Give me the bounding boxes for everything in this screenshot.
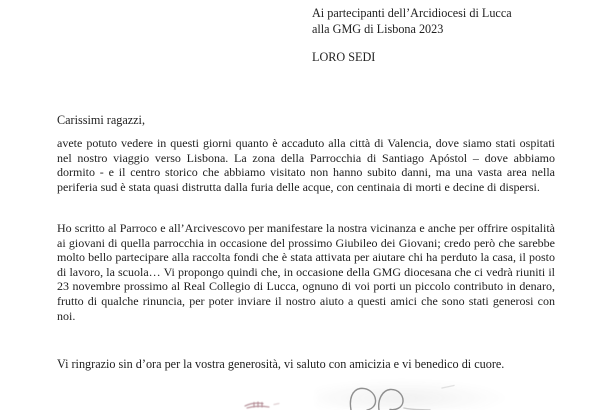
closing-line: Vi ringrazio sin d’ora per la vostra generosità, vi saluto con amicizia e vi benedico di cuore.	[57, 357, 505, 371]
recipient-addressee: LORO SEDI	[312, 50, 376, 64]
salutation: Carissimi ragazzi,	[57, 113, 145, 127]
paragraph-fundraising-proposal: Ho scritto al Parroco e all’Arcivescovo per manifestare la nostra vicinanza e anche per offrire ospitalità ai giovani di quella parrocchia in occasione del prossimo Giubileo dei Giovani; credo però che sarebbe molto bello partecipare alla raccolta fondi che è stata attivata per aiutare chi ha perduto la casa, il posto di lavoro, la scuola… Vi propongo quindi che, in occasione della GMG diocesana che ci vedrà riuniti il 23 novembre prossimo al Real Collegio di Lucca, ognuno di voi porti un piccolo contributo in denaro, frutto di qualche rinuncia, per poter inviare il nostro aiuto a questi amici che sono stati generosi con noi.	[57, 221, 555, 323]
recipient-block	[312, 5, 512, 65]
recipient-line-1: Ai partecipanti dell’Arcidiocesi di Lucca	[312, 6, 512, 20]
handwritten-signature-icon	[330, 383, 490, 410]
stamp-icon	[232, 396, 292, 410]
recipient-line-2: alla GMG di Lisbona 2023	[312, 22, 444, 36]
paragraph-valencia-flood: avete potuto vedere in questi giorni quanto è accaduto alla città di Valencia, dove siamo stati ospitati nel nostro viaggio verso Lisbona. La zona della Parrocchia di Santiago Apóstol – dove abbiamo dormito - e il centro storico che abbiamo visitato non hanno subito danni, ma una vasta area nella periferia sud è stata quasi distrutta dalla furia delle acque, con centinaia di morti e decine di dispersi.	[57, 136, 555, 194]
